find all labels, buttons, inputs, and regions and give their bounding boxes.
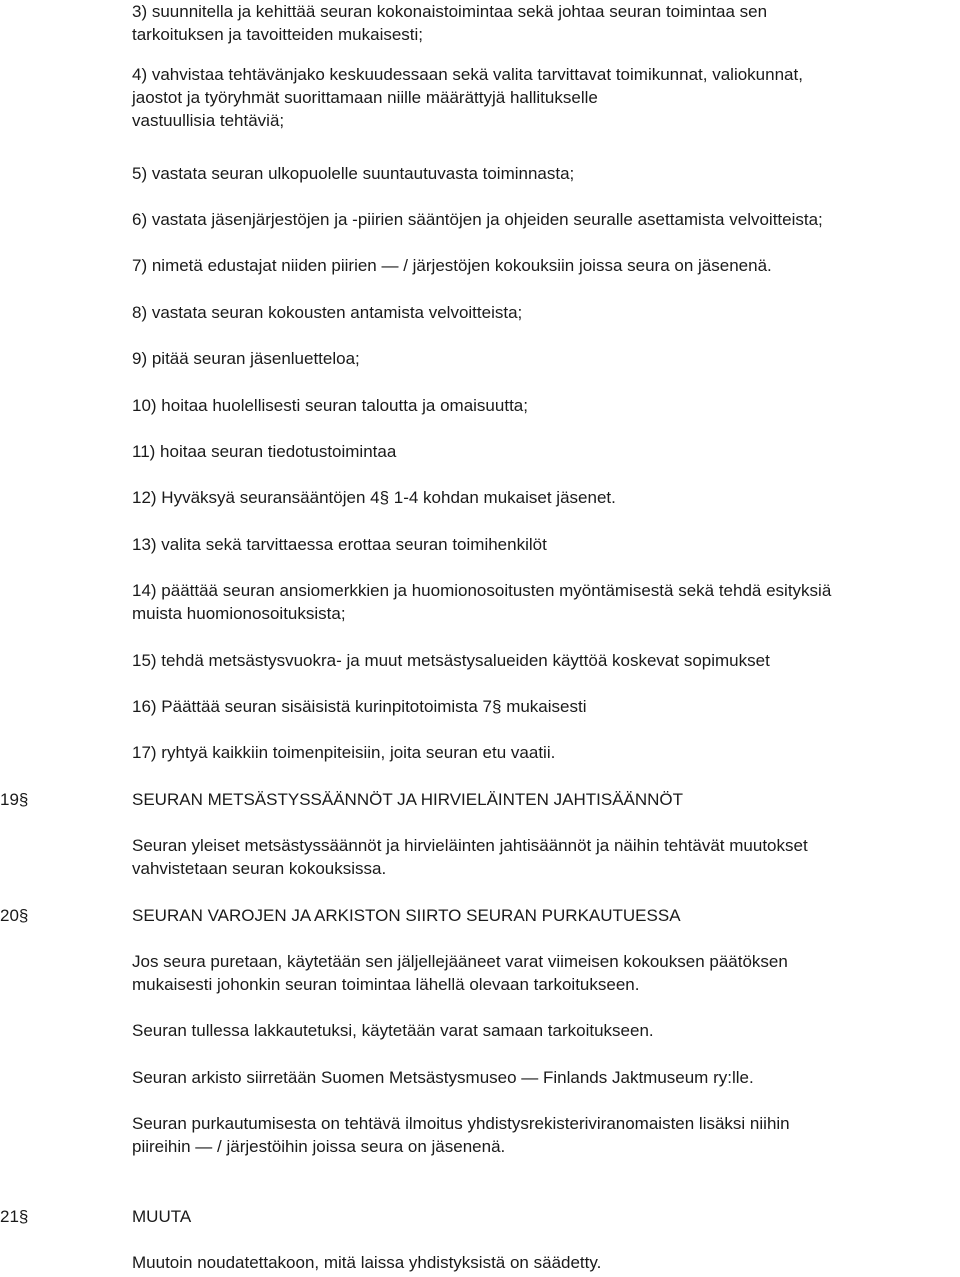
section-number: 19§ — [0, 790, 29, 809]
text-line: Seuran purkautumisesta on tehtävä ilmoitus yhdistysrekisteriviranomaisten lisäksi niihin — [132, 1114, 790, 1133]
duty-item-11 — [132, 440, 960, 463]
text-line: 11) hoitaa seuran tiedotustoimintaa — [132, 442, 397, 461]
section-paragraph — [132, 834, 960, 880]
duty-item-17 — [132, 741, 960, 764]
section-number: 21§ — [0, 1207, 29, 1226]
duty-item-13 — [132, 533, 960, 556]
text-line: muista huomionosoituksista; — [132, 604, 346, 623]
duty-item-7 — [132, 254, 960, 277]
text-line: Seuran yleiset metsästyssäännöt ja hirvieläinten jahtisäännöt ja näihin tehtävät muutokset — [132, 836, 808, 855]
duty-item-8 — [132, 301, 960, 324]
text-line: 10) hoitaa huolellisesti seuran taloutta ja omaisuutta; — [132, 396, 528, 415]
text-line: 14) päättää seuran ansiomerkkien ja huomionosoitusten myöntämisestä sekä tehdä esityksiä — [132, 581, 832, 600]
section-paragraph — [132, 1112, 960, 1158]
text-line: 17) ryhtyä kaikkiin toimenpiteisiin, joita seuran etu vaatii. — [132, 743, 556, 762]
text-line: Jos seura puretaan, käytetään sen jäljellejääneet varat viimeisen kokouksen päätöksen — [132, 952, 788, 971]
text-line: 7) nimetä edustajat niiden piirien — / järjestöjen kokouksiin joissa seura on jäsenenä. — [132, 256, 772, 275]
duty-item-4 — [132, 63, 960, 132]
text-line: vastuullisia tehtäviä; — [132, 111, 285, 130]
section-heading: MUUTA — [132, 1207, 192, 1226]
duty-item-15 — [132, 649, 960, 672]
text-line: Seuran arkisto siirretään Suomen Metsästysmuseo — Finlands Jaktmuseum ry:lle. — [132, 1068, 754, 1087]
duty-item-6 — [132, 208, 960, 231]
text-line: 12) Hyväksyä seuransääntöjen 4§ 1-4 kohdan mukaiset jäsenet. — [132, 488, 616, 507]
section-heading: SEURAN METSÄSTYSSÄÄNNÖT JA HIRVIELÄINTEN JAHTISÄÄNNÖT — [132, 790, 684, 809]
text-line: 3) suunnitella ja kehittää seuran kokonaistoimintaa sekä johtaa seuran toimintaa sen — [132, 2, 768, 21]
section-heading: SEURAN VAROJEN JA ARKISTON SIIRTO SEURAN PURKAUTUESSA — [132, 906, 681, 925]
text-line: 5) vastata seuran ulkopuolelle suuntautuvasta toiminnasta; — [132, 164, 575, 183]
text-line: 15) tehdä metsästysvuokra- ja muut metsästysalueiden käyttöä koskevat sopimukset — [132, 651, 770, 670]
text-line: tarkoituksen ja tavoitteiden mukaisesti; — [132, 25, 424, 44]
text-line: piireihin — / järjestöihin joissa seura on jäsenenä. — [132, 1137, 506, 1156]
text-line: 13) valita sekä tarvittaessa erottaa seuran toimihenkilöt — [132, 535, 547, 554]
duty-item-9 — [132, 347, 960, 370]
section-paragraph — [132, 950, 960, 996]
duty-item-16 — [132, 695, 960, 718]
text-line: Muutoin noudatettakoon, mitä laissa yhdistyksistä on säädetty. — [132, 1253, 602, 1272]
text-line: 4) vahvistaa tehtävänjako keskuudessaan sekä valita tarvittavat toimikunnat, valiokunnat, — [132, 65, 803, 84]
text-line: 8) vastata seuran kokousten antamista velvoitteista; — [132, 303, 523, 322]
text-line: 9) pitää seuran jäsenluetteloa; — [132, 349, 360, 368]
section-paragraph — [132, 1251, 960, 1274]
duty-item-10 — [132, 394, 960, 417]
text-line: 6) vastata jäsenjärjestöjen ja -piirien sääntöjen ja ohjeiden seuralle asettamista velvoitteista; — [132, 210, 823, 229]
duty-item-5 — [132, 162, 960, 185]
section-number: 20§ — [0, 906, 29, 925]
section-paragraph — [132, 1066, 960, 1089]
text-line: vahvistetaan seuran kokouksissa. — [132, 859, 387, 878]
section-paragraph — [132, 1019, 960, 1042]
text-line: mukaisesti johonkin seuran toimintaa lähellä olevaan tarkoitukseen. — [132, 975, 640, 994]
text-line: Seuran tullessa lakkautetuksi, käytetään varat samaan tarkoitukseen. — [132, 1021, 654, 1040]
duty-item-14 — [132, 579, 960, 625]
text-line: jaostot ja työryhmät suorittamaan niille määrättyjä hallitukselle — [132, 88, 598, 107]
duty-item-12 — [132, 486, 960, 509]
duty-item-3 — [132, 0, 960, 46]
text-line: 16) Päättää seuran sisäisistä kurinpitotoimista 7§ mukaisesti — [132, 697, 587, 716]
